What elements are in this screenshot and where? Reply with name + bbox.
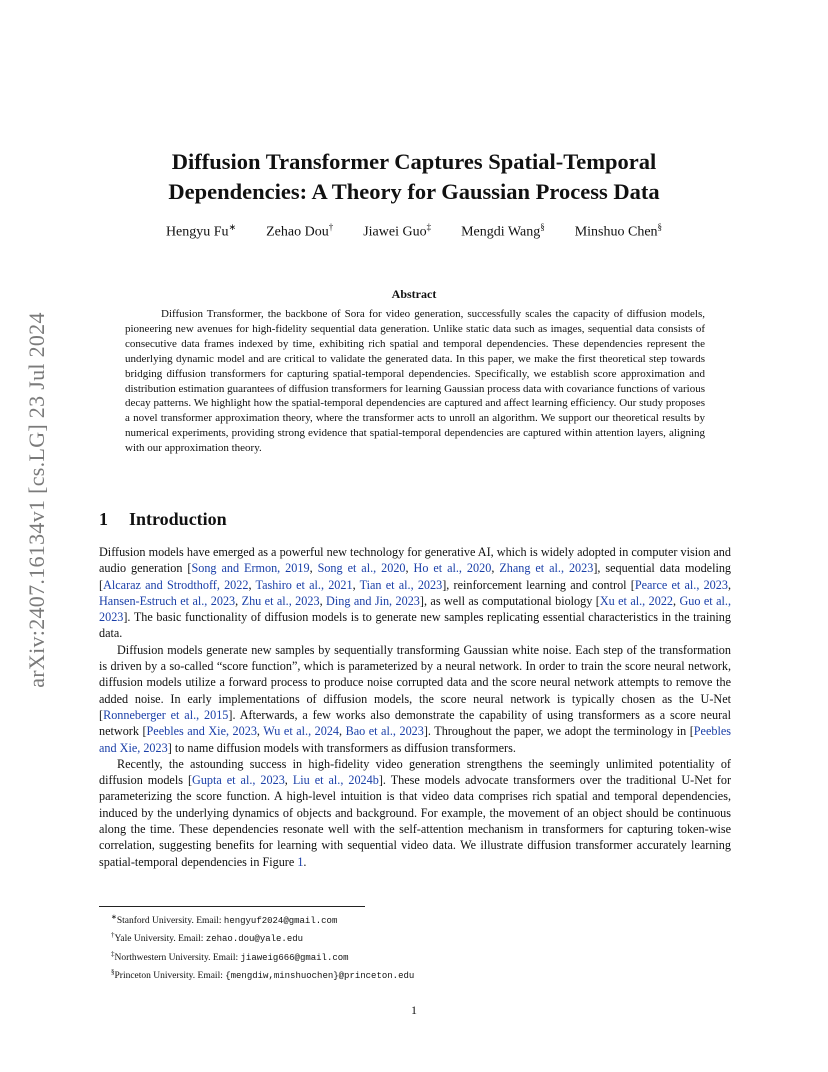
section-heading xyxy=(99,509,727,530)
abstract-heading: Abstract xyxy=(391,287,437,301)
email-address: zehao.dou@yale.edu xyxy=(205,934,304,945)
citation-link[interactable]: Song et al., 2020 xyxy=(317,561,406,576)
citation-link[interactable]: Ho et al., 2020 xyxy=(413,561,492,576)
title-line-1: Diffusion Transformer Captures Spatial-Temporal xyxy=(171,149,657,174)
section-number: 1 xyxy=(99,509,108,529)
author: Mengdi Wang§ xyxy=(461,222,545,240)
footnote: ‡Northwestern University. Email: jiaweig666@gmail.com xyxy=(111,949,349,963)
citation-link[interactable]: Zhu et al., 2023 xyxy=(241,593,320,608)
citation-link[interactable]: Xu et al., 2022 xyxy=(599,593,674,608)
footnotes xyxy=(111,910,711,983)
citation-link[interactable]: Wu et al., 2024 xyxy=(263,724,340,739)
email-address: {mengdiw,minshuochen}@princeton.edu xyxy=(225,971,415,982)
author: Jiawei Guo‡ xyxy=(363,222,432,240)
citation-link[interactable]: Ronneberger et al., 2015 xyxy=(103,707,229,722)
paragraph: Diffusion models generate new samples by sequentially transforming Gaussian white noise. Each step of the transformation is driven by a so-called “score function”, which is parameterized by a neural network. In order to train the score neural network, diffusion models utilize a forward process to produce noise corrupted data and the score neural network attempts to remove the added noise. In early implementations of diffusion models, the score neural network is typically chosen as the U-Net [Ronneberger et al., 2015]. Afterwards, a few works also demonstrate the capability of using transformers as a score neural network [Peebles and Xie, 2023, Wu et al., 2024, Bao et al., 2023]. Throughout the paper, we adopt the terminology in [Peebles and Xie, 2023] to name diffusion models with transformers as diffusion transformers. xyxy=(99,642,732,755)
footnote: §Princeton University. Email: {mengdiw,minshuochen}@princeton.edu xyxy=(111,968,415,982)
paper-title xyxy=(100,147,728,207)
author-list xyxy=(100,222,728,241)
email-address: jiaweig666@gmail.com xyxy=(240,952,349,963)
citation-link[interactable]: Ding and Jin, 2023 xyxy=(326,593,420,608)
citation-link[interactable]: Peebles and Xie, 2023 xyxy=(99,724,732,755)
arxiv-identifier: arXiv:2407.16134v1 [cs.LG] 23 Jul 2024 xyxy=(24,312,49,688)
section-title: Introduction xyxy=(129,509,227,529)
title-line-2: Dependencies: A Theory for Gaussian Process Data xyxy=(168,179,660,204)
citation-link[interactable]: Song and Ermon, 2019 xyxy=(191,561,310,576)
email-address: hengyuf2024@gmail.com xyxy=(223,916,338,927)
citation-link[interactable]: Gupta et al., 2023 xyxy=(192,773,285,788)
abstract-text: Diffusion Transformer, the backbone of Sora for video generation, successfully scales the capacity of diffusion models, pioneering new avenues for high-fidelity sequential data generation. Unlike static data such as images, sequential data consists of consecutive data frames indexed by time, exhibiting rich spatial and temporal dependencies. These dependencies represent the underlying dynamic model and are critical to validate the generated data. In this paper, we make the first theoretical step towards bridging diffusion transformers for capturing spatial-temporal dependencies. Specifically, we establish score approximation and distribution estimation guarantees of diffusion transformers for learning Gaussian process data with covariance functions of various decay patterns. We highlight how the spatial-temporal dependencies are captured and affect learning efficiency. Our study proposes a novel transformer approximation theory, where the transformer acts to unroll an algorithm. We support our theoretical results by numerical experiments, providing strong evidence that spatial-temporal dependencies are captured within attention layers, aligning with our approximation theory. xyxy=(125,308,705,455)
paragraph: Recently, the astounding success in high-fidelity video generation strengthens the seemingly unlimited potentiality of diffusion models [Gupta et al., 2023, Liu et al., 2024b]. These models advocate transformers over the traditional U-Net for parameterizing the score function. A high-level intuition is that video data comprises rich spatial and temporal dependencies, induced by the underlying dynamics of objects and background. For example, the movement of an object should be continuous along the time. These dependencies resonate well with the self-attention mechanism in transformers for capturing token-wise correlation, suggesting benefits for learning with sequential video data. We illustrate diffusion transformer accurately learning spatial-temporal dependencies in Figure 1. xyxy=(99,756,732,869)
citation-link[interactable]: Alcaraz and Strodthoff, 2022 xyxy=(103,577,249,592)
figure-link[interactable]: 1 xyxy=(297,854,304,869)
citation-link[interactable]: Hansen-Estruch et al., 2023 xyxy=(99,593,236,608)
body-text xyxy=(99,544,731,870)
paragraph: Diffusion models have emerged as a powerful new technology for generative AI, which is widely adopted in computer vision and audio generation [Song and Ermon, 2019, Song et al., 2020, Ho et al., 2020, Zhang et al., 2023], sequential data modeling [Alcaraz and Strodthoff, 2022, Tashiro et al., 2021, Tian et al., 2023], reinforcement learning and control [Pearce et al., 2023, Hansen-Estruch et al., 2023, Zhu et al., 2023, Ding and Jin, 2023], as well as computational biology [Xu et al., 2022, Guo et al., 2023]. The basic functionality of diffusion models is to generate new samples replicating essential characteristics in the training data. xyxy=(99,545,732,641)
author: Minshuo Chen§ xyxy=(574,222,663,240)
citation-link[interactable]: Pearce et al., 2023 xyxy=(634,577,728,592)
citation-link[interactable]: Peebles and Xie, 2023 xyxy=(146,724,257,739)
footnote: †Yale University. Email: zehao.dou@yale.edu xyxy=(111,931,304,945)
citation-link[interactable]: Guo et al., 2023 xyxy=(99,593,731,625)
author: Hengyu Fu∗ xyxy=(165,222,237,240)
citation-link[interactable]: Tian et al., 2023 xyxy=(359,577,443,592)
citation-link[interactable]: Bao et al., 2023 xyxy=(345,724,424,739)
citation-link[interactable]: Zhang et al., 2023 xyxy=(499,561,594,576)
author: Zehao Dou† xyxy=(266,222,334,240)
page-number: 1 xyxy=(411,1003,417,1017)
citation-link[interactable]: Tashiro et al., 2021 xyxy=(255,577,353,592)
footnote-divider xyxy=(99,906,365,907)
footnote: ∗Stanford University. Email: hengyuf2024@gmail.com xyxy=(111,913,338,927)
citation-link[interactable]: Liu et al., 2024b xyxy=(292,773,379,788)
